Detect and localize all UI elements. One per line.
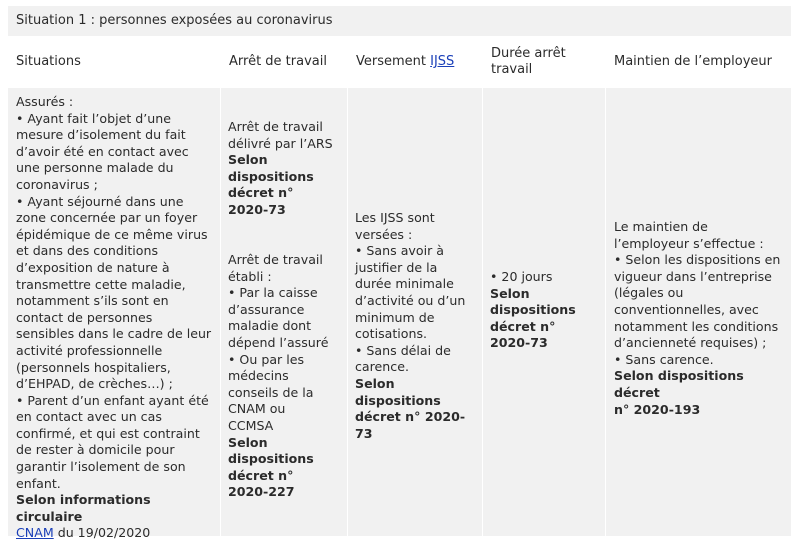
text-line: Arrêt de travail <box>228 119 323 134</box>
header-arret-text: Arrêt de travail <box>229 54 327 69</box>
text-line: • Ayant fait l’objet d’une <box>16 110 171 126</box>
decree-ref: dispositions <box>228 168 314 184</box>
text-line: l’employeur s’effectue : <box>614 235 764 251</box>
text-line: Arrêt de travail <box>228 252 323 267</box>
decree-ref: décret n° <box>228 467 294 483</box>
cell-duree <box>490 269 604 352</box>
header-maintien <box>606 40 791 84</box>
decree-ref: dispositions <box>490 302 576 318</box>
text-line: conseils de la <box>228 384 314 400</box>
text-line: Le maintien de <box>614 219 708 234</box>
header-arret <box>221 40 347 84</box>
text-line: carence. <box>355 359 409 375</box>
text-line: établi : <box>228 268 272 284</box>
decree-ref: décret n° <box>228 185 294 201</box>
text-line: CCMSA <box>228 417 274 433</box>
header-situations <box>8 40 220 84</box>
text-line: et dans des conditions <box>16 243 159 259</box>
text-line: • Ou par les <box>228 351 305 367</box>
text-line: • Par la caisse <box>228 285 318 301</box>
ijss-link[interactable]: IJSS <box>430 54 455 69</box>
text-line: dépend l’assuré <box>228 334 329 350</box>
text-line: • Selon les dispositions en <box>614 252 781 268</box>
text-line: vigueur dans l’entreprise <box>614 268 772 284</box>
text-line: d’activité ou d’un <box>355 292 466 308</box>
cell-situations <box>16 94 220 542</box>
header-versement-text <box>356 54 454 70</box>
table-title <box>8 6 791 36</box>
text-line: mesure d’isolement du fait <box>16 127 186 143</box>
text-line: • Sans délai de <box>355 342 451 358</box>
header-versement <box>348 40 482 84</box>
header-versement-prefix: Versement <box>356 54 431 69</box>
text-line: • Sans carence. <box>614 351 714 367</box>
text-line: zone concernée par un foyer <box>16 210 198 226</box>
text-line: • Ayant séjourné dans une <box>16 193 184 209</box>
text-line: activité professionnelle <box>16 342 163 358</box>
text-line: • 20 jours <box>490 269 553 284</box>
text-line: conventionnelles, avec <box>614 301 759 317</box>
cell-versement <box>355 210 481 442</box>
text-line: médecins <box>228 368 289 384</box>
text-line: une personne malade du <box>16 160 174 176</box>
text-line: en contact avec un cas <box>16 409 162 425</box>
header-situations-text: Situations <box>16 54 81 69</box>
text-line: CNAM ou <box>228 401 286 417</box>
text-line: • Parent d’un enfant ayant été <box>16 392 209 408</box>
decree-ref: décret n° <box>490 318 556 334</box>
text-line: (légales ou <box>614 285 684 301</box>
decree-ref: Selon dispositions décret <box>614 368 744 400</box>
decree-ref: Selon dispositions <box>355 375 441 408</box>
text-line: versées : <box>355 226 413 242</box>
cnam-link[interactable]: CNAM <box>16 525 54 541</box>
text-line: cotisations. <box>355 326 428 342</box>
text-line: maladie dont <box>228 318 312 334</box>
text-line: enfant. <box>16 475 61 491</box>
decree-ref: 2020-73 <box>490 335 548 351</box>
text-line: d’ancienneté requises) ; <box>614 335 767 351</box>
text-line: d’exposition de nature à <box>16 259 170 275</box>
text-line: d’assurance <box>228 301 305 317</box>
decree-ref: Selon <box>228 434 268 450</box>
text-line: notamment les conditions <box>614 318 779 334</box>
text-line: minimum de <box>355 309 435 325</box>
decree-ref: décret n° 2020-73 <box>355 409 466 441</box>
text-line: justifier de la <box>355 259 438 275</box>
cell-arret-caisse <box>228 252 346 501</box>
text-line: confirmé, et qui est contraint <box>16 425 200 441</box>
text-line: d’EHPAD, de crèches…) ; <box>16 376 173 392</box>
text-line: durée minimale <box>355 276 454 292</box>
decree-ref: dispositions <box>228 451 314 467</box>
header-duree <box>483 40 605 84</box>
cell-arret-ars <box>228 119 346 219</box>
source-date: du 19/02/2020 <box>53 525 151 541</box>
source-note-line2 <box>16 525 220 542</box>
source-note: Selon informations circulaire <box>16 492 151 524</box>
text-line: Assurés : <box>16 94 74 109</box>
text-line: transmettre cette maladie, <box>16 276 186 292</box>
decree-ref: 2020-227 <box>228 484 295 500</box>
header-maintien-text: Maintien de l’employeur <box>614 54 772 69</box>
text-line: contact de personnes <box>16 309 153 325</box>
header-duree-line2: travail <box>491 62 533 77</box>
decree-ref: 2020-73 <box>228 201 286 217</box>
text-line: notamment s’ils sont en <box>16 293 169 309</box>
decree-ref: Selon <box>228 152 268 168</box>
text-line: coronavirus ; <box>16 176 98 192</box>
cell-maintien <box>614 219 790 418</box>
text-line: délivré par l’ARS <box>228 135 333 151</box>
decree-ref: Selon <box>490 285 530 301</box>
text-line: épidémique de ce même virus <box>16 226 208 242</box>
header-duree-text <box>491 46 566 78</box>
text-line: • Sans avoir à <box>355 243 444 259</box>
text-line: garantir l’isolement de son <box>16 459 186 475</box>
text-line: (personnels hospitaliers, <box>16 359 171 375</box>
text-line: d’avoir été en contact avec <box>16 143 189 159</box>
header-duree-line1: Durée arrêt <box>491 46 566 61</box>
text-line: sensibles dans le cadre de leur <box>16 326 212 342</box>
decree-ref: n° 2020-193 <box>614 401 701 417</box>
text-line: de rester à domicile pour <box>16 442 175 458</box>
text-line: Les IJSS sont <box>355 210 435 225</box>
table-title-text: Situation 1 : personnes exposées au coronavirus <box>16 13 333 28</box>
